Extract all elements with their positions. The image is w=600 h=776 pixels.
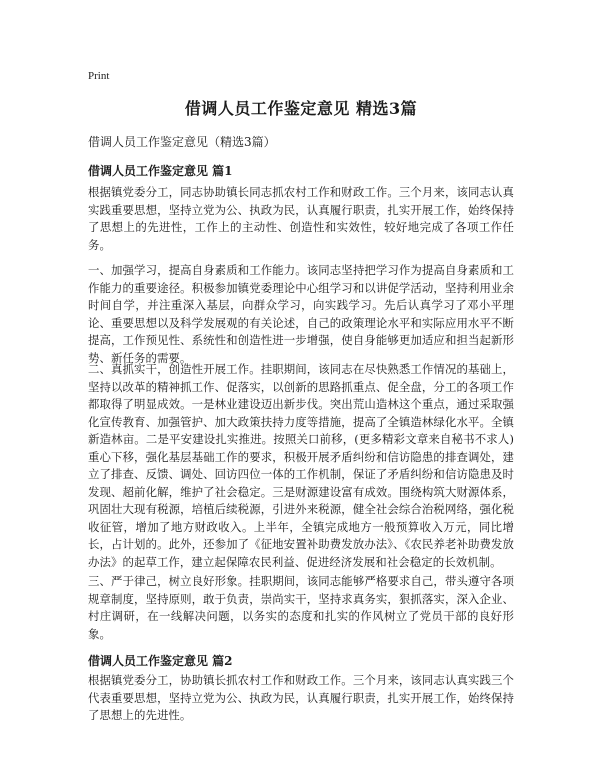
document-subtitle: 借调人员工作鉴定意见（精选3篇） xyxy=(88,135,276,149)
paragraph: 三、严于律己，树立良好形象。挂职期间，该同志能够严格要求自己，带头遵守各项规章制度，坚持原则，敢于负责，崇尚实干，坚持求真务实，狠抓落实，深入企业、村庄调研，在一线解决问题，以务实的态度和扎实的作风树立了党员干部的良好形象。 xyxy=(88,574,514,641)
paragraph: 根据镇党委分工，协助镇长抓农村工作和财政工作。三个月来，该同志认真实践三个代表重要思想，坚持立党为公、执政为民，认真履行职责，扎实开展工作，始终保持了思想上的先进性。 xyxy=(88,673,514,722)
document-title: 借调人员工作鉴定意见 精选3篇 xyxy=(184,99,418,118)
paragraph: 根据镇党委分工，同志协助镇长同志抓农村工作和财政工作。三个月来，该同志认真实践重要思想，坚持立党为公、执政为民，认真履行职责，扎实开展工作，始终保持了思想上的先进性，工作上的主动性、创造性和实效性，较好地完成了各项工作任务。 xyxy=(88,185,514,252)
section-heading-1: 借调人员工作鉴定意见 篇1 xyxy=(88,164,233,178)
paragraph: 二、真抓实干，创造性开展工作。挂职期间，该同志在尽快熟悉工作情况的基础上，坚持以改革的精神抓工作、促落实，以创新的思路抓重点、促全盘，分工的各项工作都取得了明显成效。一是林业建设迈出新步伐。突出荒山造林这个重点，通过采取强化宣传教育、加强管护、加大政策扶持力度等措施，提高了全镇造林绿化水平。全镇新造林亩。二是平安建设扎实推进。按照关口前移，(更多精彩文章来自秘书不求人)重心下移，强化基层基础工作的要求，积极开展矛盾纠纷和信访隐患的排查调处，建立了排查、反馈、调处、回访四位一体的工作机制，保证了矛盾纠纷和信访隐患及时发现、超前化解，维护了社会稳定。三是财源建设富有成效。围绕构筑大财源体系，巩固壮大现有税源，培植后续税源，引进外来税源，健全社会综合治税网络，强化税收征管，增加了地方财政收入。上半年，全镇完成地方一般预算收入万元，同比增长，占计划的。此外，还参加了《征地安置补助费发放办法》、《农民养老补助费发放办法》的起草工作，建立起保障农民利益、促进经济发展和社会稳定的长效机制。 xyxy=(88,362,514,569)
section-heading-2: 借调人员工作鉴定意见 篇2 xyxy=(88,654,233,668)
paragraph: 一、加强学习，提高自身素质和工作能力。该同志坚持把学习作为提高自身素质和工作能力的重要途径。积极参加镇党委理论中心组学习和以讲促学活动，坚持利用业余时间自学，并注重深入基层，向群众学习，向实践学习。先后认真学习了邓小平理论、重要思想以及科学发展观的有关论述，自己的政策理论水平和实际应用水平不断提高，工作预见性、系统性和创造性进一步增强，使自身能够更加适应和担当起新形势、新任务的需要。 xyxy=(88,263,514,365)
print-link[interactable]: Print xyxy=(88,70,110,82)
